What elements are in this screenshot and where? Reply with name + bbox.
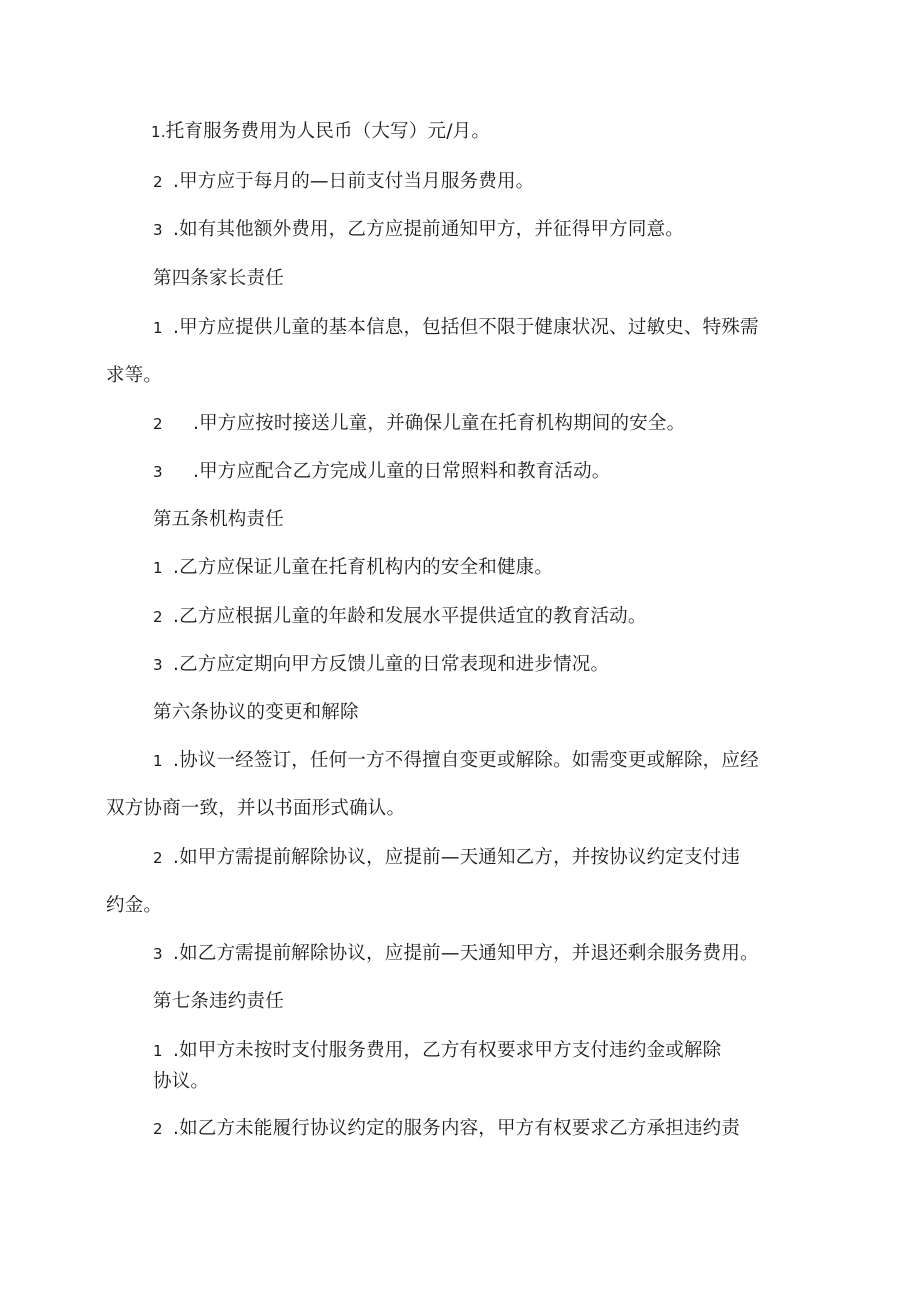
item-number: 2	[153, 608, 163, 626]
item-text: .如有其他额外费用，乙方应提前通知甲方，并征得甲方同意。	[173, 219, 684, 240]
item-text: 求等。	[106, 365, 163, 386]
item-number: 3	[153, 221, 163, 239]
breach-clause-1	[153, 1039, 721, 1063]
fee-clause-1	[151, 120, 490, 144]
change-clause-2-cont	[106, 894, 162, 918]
institution-clause-3	[153, 653, 609, 677]
item-text: .甲方应于每月的—日前支付当月服务费用。	[173, 171, 535, 192]
item-text: .如甲方需提前解除协议，应提前—天通知乙方，并按协议约定支付违	[173, 847, 741, 868]
item-number: 2	[153, 415, 163, 433]
heading-text: 第七条违约责任	[153, 991, 284, 1012]
item-number: 1	[153, 559, 163, 577]
item-text: .如乙方需提前解除协议，应提前—天通知甲方，并退还剩余服务费用。	[173, 943, 759, 964]
change-clause-1-cont	[106, 797, 405, 821]
item-number: 1.	[151, 123, 166, 141]
section-heading-breach	[153, 990, 284, 1014]
item-number: 1	[153, 1042, 163, 1060]
item-text: 双方协商一致，并以书面形式确认。	[106, 798, 406, 819]
institution-clause-1	[153, 556, 553, 580]
item-number: 3	[153, 463, 163, 481]
item-text: .乙方应保证儿童在托育机构内的安全和健康。	[173, 557, 554, 578]
section-heading-parent-duties	[153, 267, 284, 291]
heading-text: 第四条家长责任	[153, 268, 284, 289]
item-text: .乙方应根据儿童的年龄和发展水平提供适宜的教育活动。	[173, 606, 647, 627]
section-heading-change-termination	[153, 701, 359, 725]
item-number: 2	[153, 173, 163, 191]
breach-clause-2	[153, 1117, 740, 1141]
item-text: .甲方应配合乙方完成儿童的日常照料和教育活动。	[193, 461, 611, 482]
heading-text: 第六条协议的变更和解除	[153, 702, 359, 723]
heading-text: 第五条机构责任	[153, 509, 284, 530]
change-clause-3	[153, 942, 759, 966]
item-number: 2	[153, 1120, 163, 1138]
item-text: 托育服务费用为人民币（大写）元/月。	[165, 121, 491, 142]
fee-clause-3	[153, 218, 684, 242]
item-text: 协议。	[153, 1071, 210, 1092]
item-text: .如甲方未按时支付服务费用，乙方有权要求甲方支付违约金或解除	[173, 1040, 722, 1061]
item-text: .协议一经签订，任何一方不得擅自变更或解除。如需变更或解除，应经	[173, 750, 759, 771]
item-number: 3	[153, 945, 163, 963]
item-number: 2	[153, 849, 163, 867]
parent-clause-1-cont	[106, 364, 162, 388]
item-text: .甲方应提供儿童的基本信息，包括但不限于健康状况、过敏史、特殊需	[173, 317, 759, 338]
item-number: 1	[153, 752, 163, 770]
change-clause-2	[153, 846, 740, 870]
item-text: .乙方应定期向甲方反馈儿童的日常表现和进步情况。	[173, 654, 610, 675]
institution-clause-2	[153, 605, 647, 629]
item-text: 约金。	[106, 895, 163, 916]
fee-clause-2	[153, 170, 534, 194]
breach-clause-1-cont	[153, 1070, 209, 1094]
change-clause-1	[153, 749, 759, 773]
parent-clause-1	[153, 316, 759, 340]
item-number: 3	[153, 656, 163, 674]
parent-clause-3	[153, 460, 610, 484]
item-number: 1	[153, 319, 163, 337]
parent-clause-2	[153, 412, 685, 436]
section-heading-institution-duties	[153, 508, 284, 532]
item-text: .如乙方未能履行协议约定的服务内容，甲方有权要求乙方承担违约责	[173, 1118, 741, 1139]
item-text: .甲方应按时接送儿童，并确保儿童在托育机构期间的安全。	[193, 413, 686, 434]
